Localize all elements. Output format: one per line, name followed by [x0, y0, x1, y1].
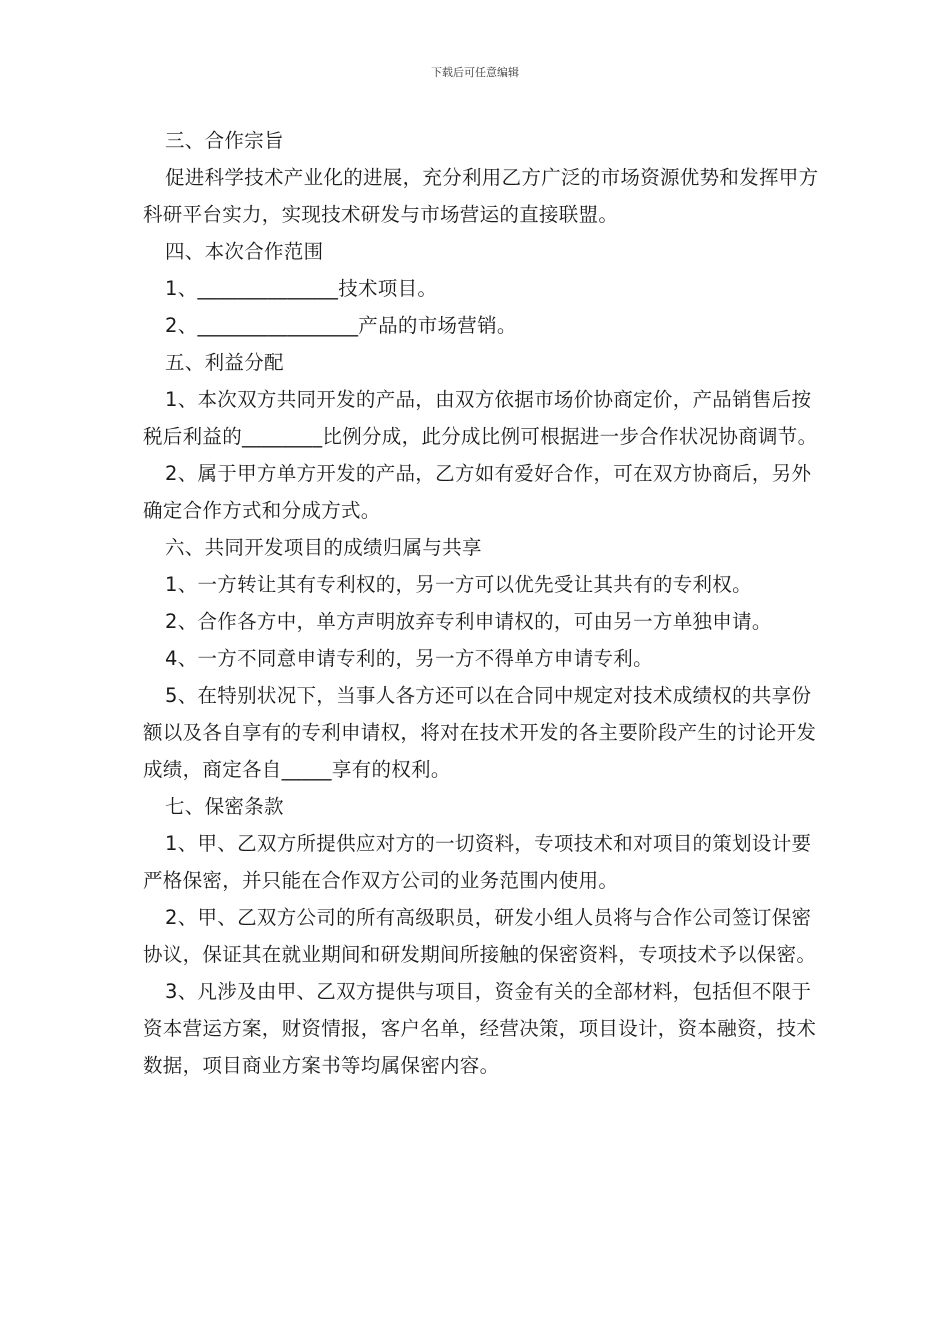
document-body [143, 122, 823, 1084]
paragraph-confidentiality-1: 1、甲、乙双方所提供应对方的一切资料，专项技术和对项目的策划设计要严格保密，并只能在合作双方公司的业务范围内使用。 [143, 832, 812, 892]
paragraph-scope-2: 2、________________产品的市场营销。 [165, 314, 517, 337]
section-heading-purpose: 三、合作宗旨 [165, 129, 284, 152]
paragraph-confidentiality-3: 3、凡涉及由甲、乙双方提供与项目，资金有关的全部材料，包括但不限于资本营运方案，财资情报，客户名单，经营决策，项目设计，资本融资，技术数据，项目商业方案书等均属保密内容。 [143, 980, 817, 1077]
page-header: 下载后可任意编辑 [431, 66, 519, 79]
section-heading-ownership: 六、共同开发项目的成绩归属与共享 [165, 536, 482, 559]
paragraph-benefit-1: 1、本次双方共同开发的产品，由双方依据市场价协商定价，产品销售后按税后利益的________比例分成，此分成比例可根据进一步合作状况协商调节。 [143, 388, 818, 448]
section-heading-confidentiality: 七、保密条款 [165, 795, 284, 818]
paragraph-confidentiality-2: 2、甲、乙双方公司的所有高级职员，研发小组人员将与合作公司签订保密协议，保证其在就业期间和研发期间所接触的保密资料，专项技术予以保密。 [143, 906, 817, 966]
paragraph-ownership-2: 2、合作各方中，单方声明放弃专利申请权的，可由另一方单独申请。 [165, 610, 772, 633]
paragraph-benefit-2: 2、属于甲方单方开发的产品，乙方如有爱好合作，可在双方协商后，另外确定合作方式和分成方式。 [143, 462, 812, 522]
section-heading-scope: 四、本次合作范围 [165, 240, 324, 263]
paragraph-ownership-5: 5、在特别状况下，当事人各方还可以在合同中规定对技术成绩权的共享份额以及各自享有的专利申请权，将对在技术开发的各主要阶段产生的讨论开发成绩，商定各自_____享有的权利。 [143, 684, 817, 781]
paragraph-purpose: 促进科学技术产业化的进展，充分利用乙方广泛的市场资源优势和发挥甲方科研平台实力，实现技术研发与市场营运的直接联盟。 [143, 166, 819, 226]
paragraph-scope-1: 1、______________技术项目。 [165, 277, 438, 300]
paragraph-ownership-1: 1、一方转让其有专利权的，另一方可以优先受让其共有的专利权。 [165, 573, 752, 596]
paragraph-ownership-4: 4、一方不同意申请专利的，另一方不得单方申请专利。 [165, 647, 653, 670]
section-heading-benefit: 五、利益分配 [165, 351, 284, 374]
